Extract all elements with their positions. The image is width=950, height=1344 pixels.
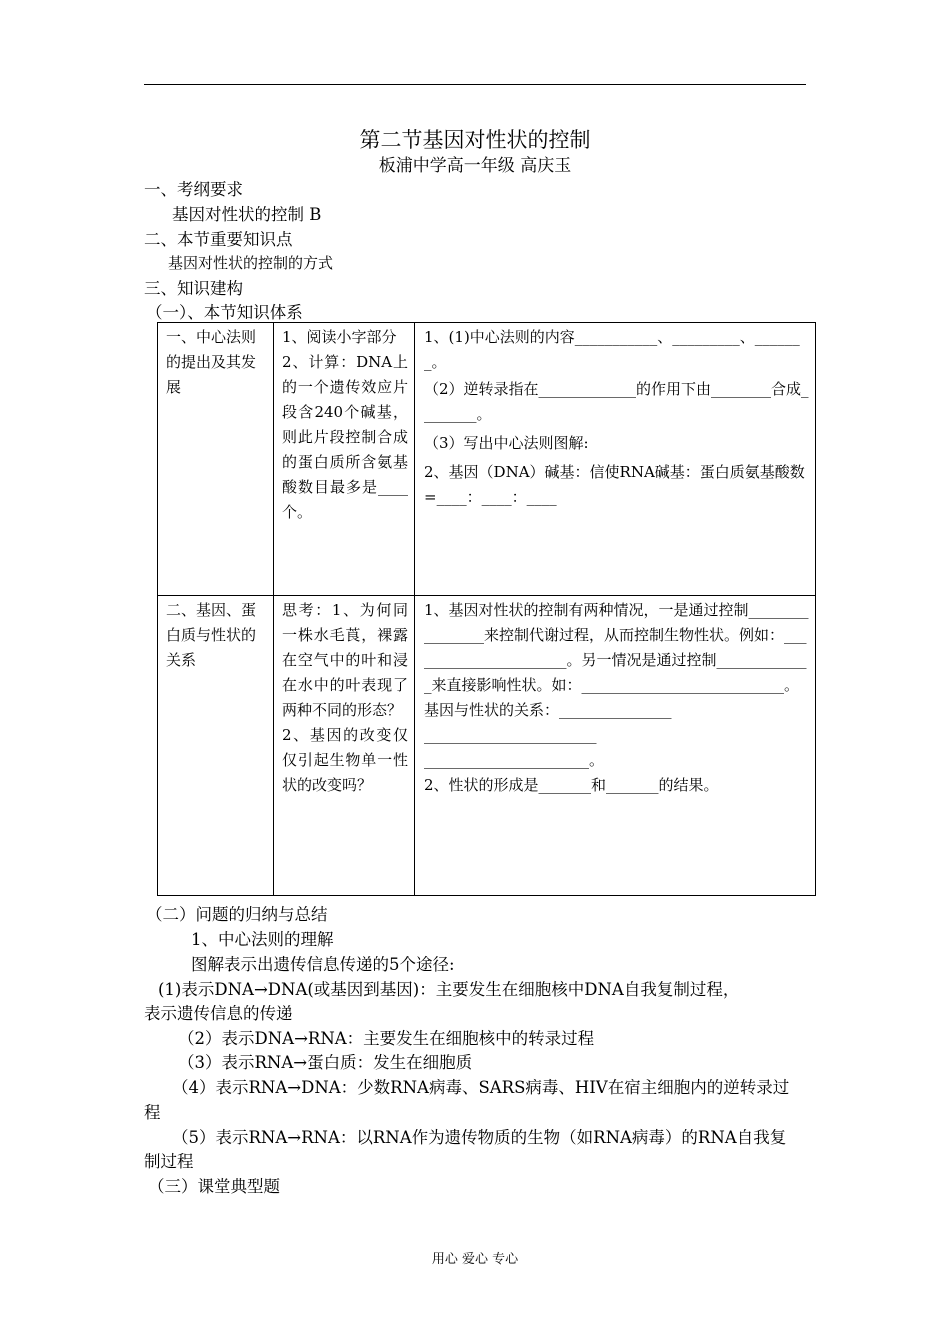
base-ratio-content: 2、基因（DNA）碱基：信使RNA碱基：蛋白质氨基酸数=____：____：____	[424, 463, 805, 506]
central-dogma-diagram-prompt: （3）写出中心法则图解:	[424, 434, 589, 452]
typical-questions-heading: （三）课堂典型题	[148, 1177, 280, 1196]
row1-task-1: 1、阅读小字部分	[282, 328, 397, 346]
gene-trait-relation-line-2: _______________________	[424, 726, 597, 744]
row2-content	[415, 596, 816, 896]
gene-control-content: 1、基因对性状的控制有两种情况，一是通过控制________________来控制代谢过程，从而控制生物性状。例如：______________________。另一情况是通过控制_____________来直接影响性状。如：___________________________。	[424, 601, 809, 694]
section-2-heading: 二、本节重要知识点	[144, 230, 293, 249]
row1-task-2: 2、计算：DNA上的一个遗传效应片段含240个碱基，则此片段控制合成的蛋白质所含氨基酸数目最多是____个。	[282, 353, 408, 521]
row2-task	[274, 596, 415, 896]
row2-task-1: 思考：1、为何同一株水毛莨，裸露在空气中的叶和浸在水中的叶表现了两种不同的形态？	[282, 601, 408, 719]
summary-intro: 图解表示出遗传信息传递的5个途径:	[191, 955, 455, 974]
pathway-2: （2）表示DNA→RNA：主要发生在细胞核中的转录过程	[178, 1029, 595, 1048]
pathway-5-line-1: （5）表示RNA→RNA：以RNA作为遗传物质的生物（如RNA病毒）的RNA自我复	[172, 1128, 787, 1147]
section-2-body: 基因对性状的控制的方式	[168, 254, 334, 272]
gene-trait-relation-line-3: ______________________。	[424, 751, 605, 769]
row1-content	[415, 323, 816, 596]
knowledge-system-heading: （一）、本节知识体系	[146, 303, 303, 322]
pathway-1-line-2: 表示遗传信息的传递	[144, 1004, 293, 1023]
section-3-heading: 三、知识建构	[144, 279, 243, 298]
page-footer: 用心 爱心 专心	[431, 1252, 519, 1267]
trait-formation-content: 2、性状的形成是_______和_______的结果。	[424, 776, 719, 794]
summary-item-title: 1、中心法则的理解	[191, 930, 334, 949]
header-rule	[144, 84, 806, 85]
summary-heading: （二）问题的归纳与总结	[146, 905, 328, 924]
pathway-5-line-2: 制过程	[144, 1152, 194, 1171]
knowledge-table	[157, 322, 816, 896]
row2-topic: 二、基因、蛋白质与性状的关系	[158, 596, 274, 896]
row2-task-2: 2、基因的改变仅仅引起生物单一性状的改变吗？	[282, 726, 408, 794]
pathway-3: （3）表示RNA→蛋白质：发生在细胞质	[178, 1053, 473, 1072]
page-subtitle: 板浦中学高一年级 高庆玉	[378, 156, 572, 176]
row1-topic: 一、中心法则的提出及其发展	[158, 323, 274, 596]
table-row	[158, 596, 816, 896]
reverse-transcription-content: （2）逆转录指在_____________的作用下由________合成________。	[424, 380, 809, 423]
central-dogma-content: 1、(1)中心法则的内容___________、_________、_______。	[424, 328, 800, 371]
pathway-4-line-2: 程	[144, 1103, 161, 1122]
pathway-1-line-1: (1)表示DNA→DNA(或基因到基因)：主要发生在细胞核中DNA自我复制过程，	[158, 980, 740, 999]
pathway-4-line-1: （4）表示RNA→DNA：少数RNA病毒、SARS病毒、HIV在宿主细胞内的逆转录过	[172, 1078, 790, 1097]
page-title: 第二节基因对性状的控制	[359, 128, 591, 152]
row1-task	[274, 323, 415, 596]
table-row	[158, 323, 816, 596]
gene-trait-relation: 基因与性状的关系：_______________	[424, 701, 672, 719]
section-1-heading: 一、考纲要求	[144, 180, 243, 199]
section-1-body: 基因对性状的控制 B	[172, 205, 322, 224]
